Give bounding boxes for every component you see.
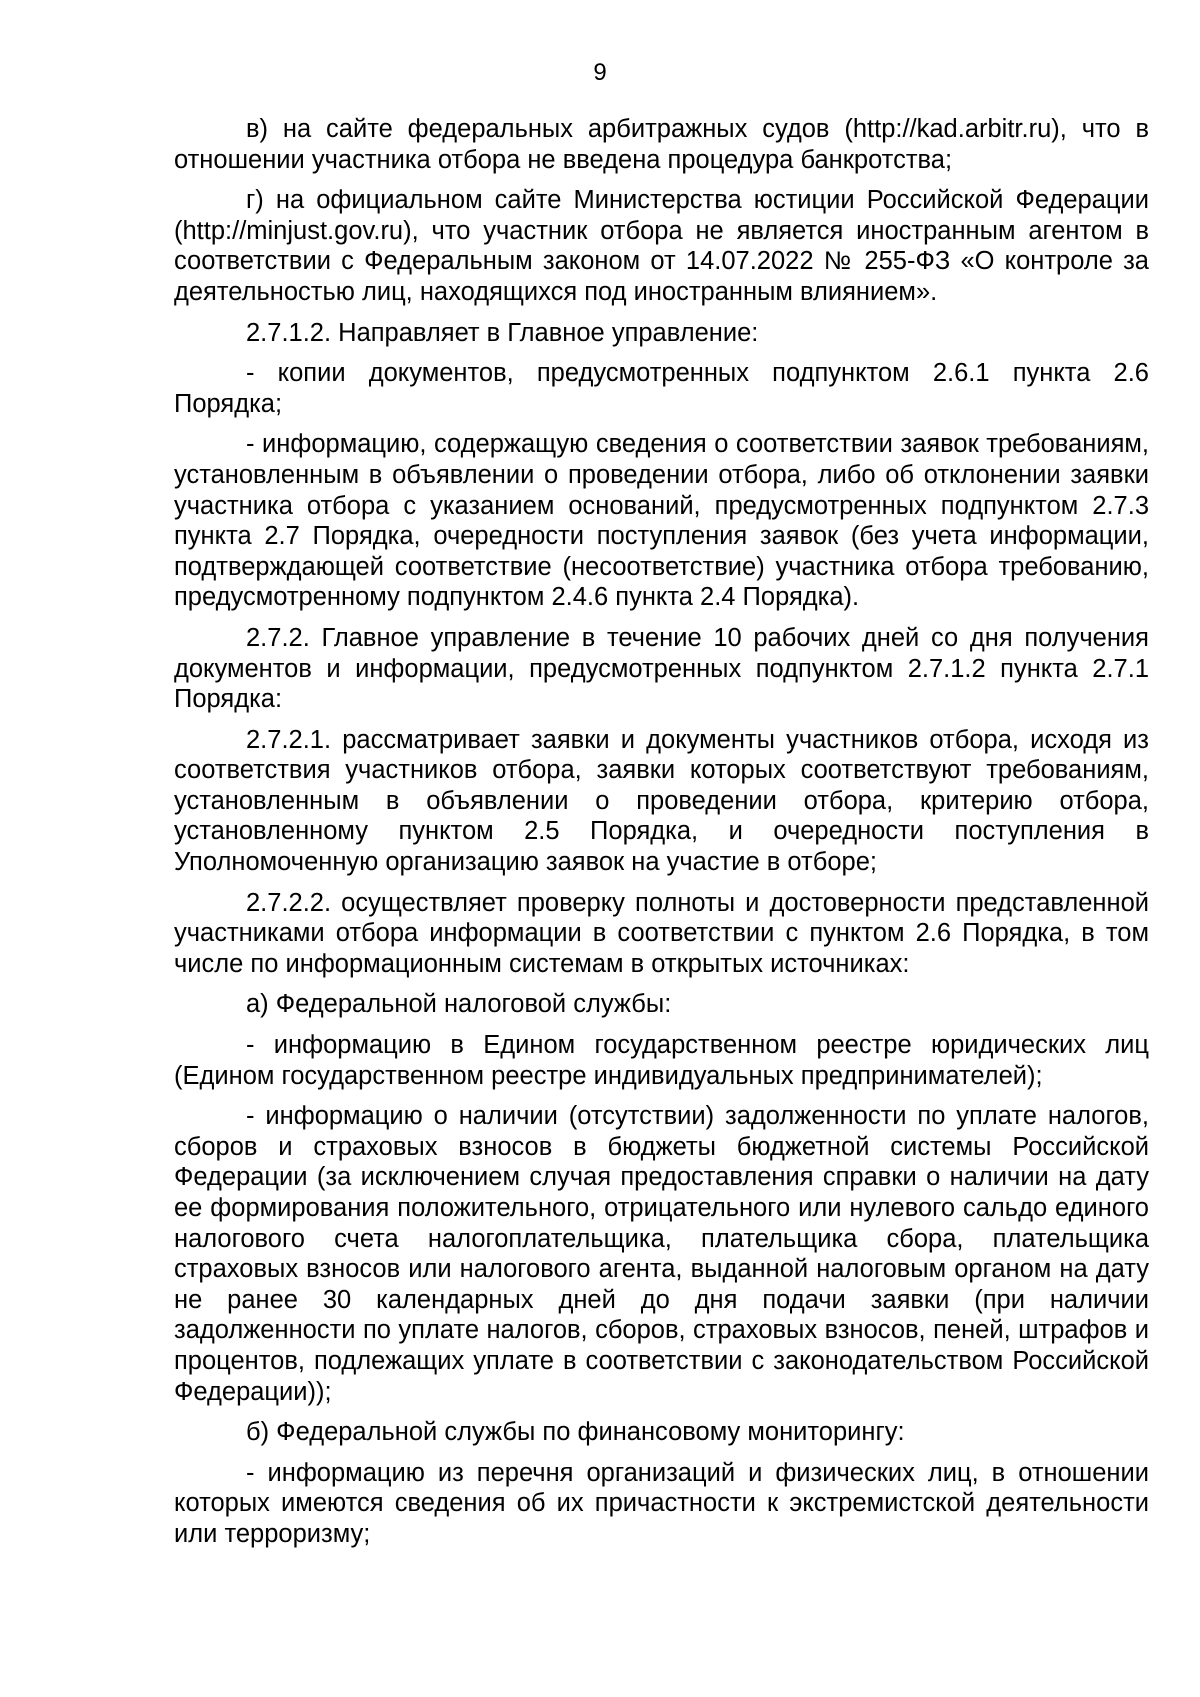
paragraph-2-7-2: 2.7.2. Главное управление в течение 10 рабочих дней со дня получения документов и информации, предусмотренных подпунктом 2.7.1.2 пункта 2.7.1 Порядка: <box>174 623 1149 714</box>
paragraph-compliance-information: - информацию, содержащую сведения о соответствии заявок требованиям, установленным в объявлении о проведении отбора, либо об отклонении заявки участника отбора с указанием оснований, предусмотренных подпунктом 2.7.3 пункта 2.7 Порядка, очередности поступления заявок (без учета информации, подтверждающей соответствие (несоответствие) участника отбора требованию, предусмотренному подпунктом 2.4.6 пункта 2.4 Порядка). <box>174 430 1149 612</box>
paragraph-document-copies: - копии документов, предусмотренных подпунктом 2.6.1 пункта 2.6 Порядка; <box>174 359 1149 418</box>
page-number: 9 <box>593 59 607 86</box>
paragraph-tax-debt-information: - информацию о наличии (отсутствии) задолженности по уплате налогов, сборов и страховых взносов в бюджеты бюджетной системы Российской Федерации (за исключением случая предоставления справки о наличии на дату ее формирования положительного, отрицательного или нулевого сальдо единого налогового счета налогоплательщика, плательщика сбора, плательщика страховых взносов или налогового агента, выданной налоговым органом на дату не ранее 30 календарных дней до дня подачи заявки (при наличии задолженности по уплате налогов, сборов, страховых взносов, пеней, штрафов и процентов, подлежащих уплате в соответствии с законодательством Российской Федерации)); <box>174 1102 1149 1406</box>
paragraph-egrul-information: - информацию в Едином государственном реестре юридических лиц (Едином государственном реестре индивидуальных предпринимателей); <box>174 1031 1149 1090</box>
paragraph-2-7-2-1: 2.7.2.1. рассматривает заявки и документы участников отбора, исходя из соответствия участников отбора, заявки которых соответствуют требованиям, установленным в объявлении о проведении отбора, критерию отбора, установленному пунктом 2.5 Порядка, и очередности поступления в Уполномоченную организацию заявок на участие в отборе; <box>174 725 1149 877</box>
paragraph-2-7-2-2: 2.7.2.2. осуществляет проверку полноты и достоверности представленной участниками отбора информации в соответствии с пунктом 2.6 Порядка, в том числе по информационным системам в открытых источниках: <box>174 888 1149 978</box>
paragraph-2-7-1-2: 2.7.1.2. Направляет в Главное управление: <box>246 318 759 347</box>
document-body <box>174 114 1149 1560</box>
paragraph-g-ministry-of-justice: г) на официальном сайте Министерства юстиции Российской Федерации (http://minjust.gov.ru), что участник отбора не является иностранным агентом в соответствии с Федеральным законом от 14.07.2022 № 255-ФЗ «О контроле за деятельностью лиц, находящихся под иностранным влиянием». <box>174 186 1149 306</box>
paragraph-b-financial-monitoring: б) Федеральной службы по финансовому мониторингу: <box>246 1418 905 1447</box>
paragraph-extremism-list: - информацию из перечня организаций и физических лиц, в отношении которых имеются сведения об их причастности к экстремистской деятельности или терроризму; <box>174 1458 1149 1548</box>
paragraph-a-tax-service: а) Федеральной налоговой службы: <box>246 990 672 1019</box>
paragraph-v-arbitration-courts: в) на сайте федеральных арбитражных судов (http://kad.arbitr.ru), что в отношении участника отбора не введена процедура банкротства; <box>174 115 1149 174</box>
